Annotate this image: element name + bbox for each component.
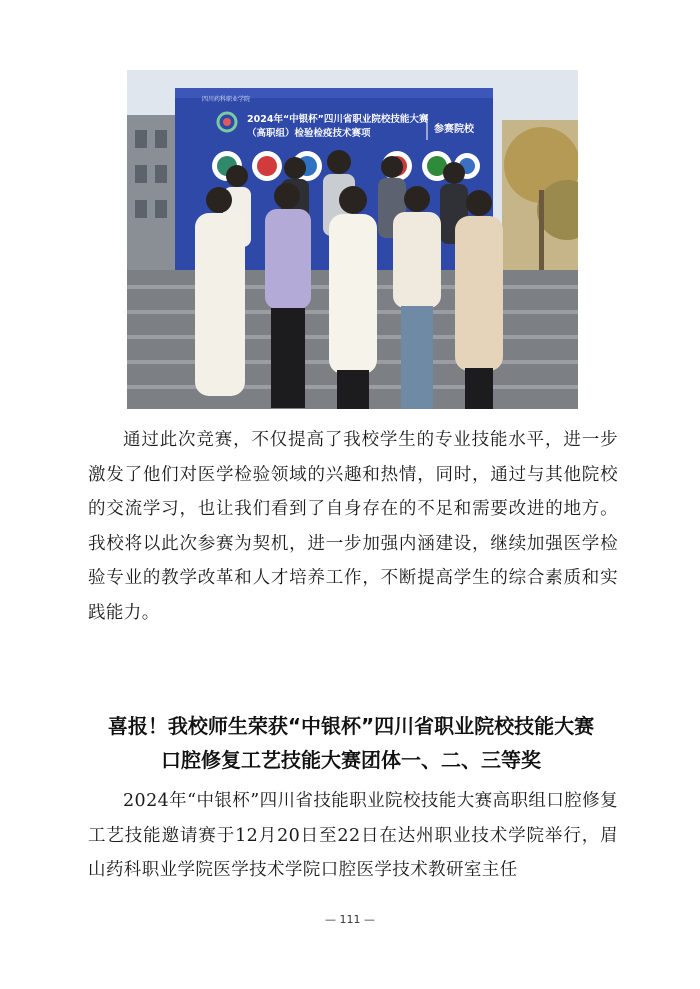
page-number: — 111 — [325,913,375,926]
banner-title: 2024年“中银杯”四川省职业院校技能大赛 [247,114,429,125]
news-heading-line-2: 口腔修复工艺技能大赛团体一、二、三等奖 [161,748,541,772]
banner-subtitle: （高职组）检验检疫技术赛项 [247,128,371,139]
news-heading-line-1: 喜报！我校师生荣获“中银杯”四川省职业院校技能大赛 [107,714,595,738]
paragraph-2: 2024年“中银杯”四川省技能职业院校技能大赛高职组口腔修复工艺技能邀请赛于12月20日至22日在达州职业技术学院举行，眉山药科职业学院医学技术学院口腔医学技术教研室主任 [88,791,618,880]
banner-school-name: 四川药科职业学院 [202,96,251,103]
banner-tag: 参赛院校 [434,124,474,135]
paragraph-1: 通过此次竞赛，不仅提高了我校学生的专业技能水平，进一步激发了他们对医学检验领域的兴趣和热情，同时，通过与其他院校的交流学习，也让我们看到了自身存在的不足和需要改进的地方。我校将以此次参赛为契机，进一步加强内涵建设，继续加强医学检验专业的教学改革和人才培养工作，不断提高学生的综合素质和实践能力。 [88,430,618,623]
group-photo [127,70,578,409]
